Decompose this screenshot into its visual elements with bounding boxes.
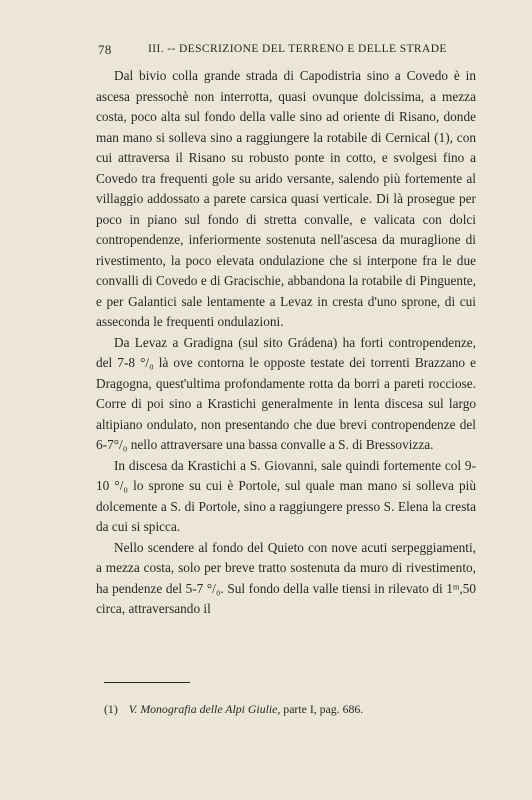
footnote [104, 702, 464, 717]
footnote-location: parte I, pag. 686. [283, 702, 364, 716]
paragraph: Da Levaz a Gradigna (sul sito Grádena) ha forti contropendenze, del 7-8 °/₀ là ove contorna le opposte testate dei torrenti Brazzano e Dragogna, quest'ultima profondamente rotta da borri a pareti rocciose. Corre di poi sino a Krastichi generalmente in lenta discesa sul largo altipiano ondulato, non presentando che due brevi contropendenze del 6-7°/₀ nello attraversare una bassa convalle a S. di Bressovizza. [96, 334, 476, 452]
paragraph: Nello scendere al fondo del Quieto con nove acuti serpeggiamenti, a mezza costa, solo per breve tratto sostenuta da muro di rivestimento, ha pendenze del 5-7 °/₀. Sul fondo della valle tiensi in rilevato di 1ᵐ,50 circa, attraversando il [96, 539, 476, 616]
page-header [98, 40, 472, 60]
footnote-divider [104, 682, 190, 683]
body-text [96, 66, 476, 620]
footnote-prefix: V. [128, 702, 138, 716]
paragraph: Dal bivio colla grande strada di Capodistria sino a Covedo è in ascesa pressochè non interrotta, quasi ovunque dolcissima, a mezza costa, poco alta sul fondo della valle sino ad oriente di Risano, donde man mano si solleva sino a raggiungere la rotabile di Cernical (1), con cui attraversa il Risano su robusto ponte in cotto, e svolgesi fino a Covedo tra frequenti gole su arido versante, salendo più fortemente al villaggio addossato a parete carsica quasi verticale. Di là prosegue per poco in piano sul fondo di stretta convalle, e valicata con dolci contropendenze, inferiormente sostenuta nell'ascesa da muraglione di rivestimento, la poco elevata ondulazione che si interpone fra le due convalli di Covedo e di Gracischie, abbandona la rotabile di Pinguente, e per Galantici sale lentamente a Levaz in cresta d'uno sprone, di cui asseconda le frequenti ondulazioni. [96, 68, 476, 329]
footnote-title: Monografia delle Alpi Giulie, [140, 702, 281, 716]
footnote-marker: (1) [104, 702, 118, 716]
running-title: III. -- DESCRIZIONE DEL TERRENO E DELLE STRADE [148, 43, 447, 55]
page-number: 78 [98, 42, 112, 57]
paragraph: In discesa da Krastichi a S. Giovanni, sale quindi fortemente col 9-10 °/₀ lo sprone su cui è Portole, sul quale man mano si solleva più dolcemente a S. di Portole, sino a raggiungere presso S. Elena la cresta da cui si spicca. [96, 457, 476, 534]
